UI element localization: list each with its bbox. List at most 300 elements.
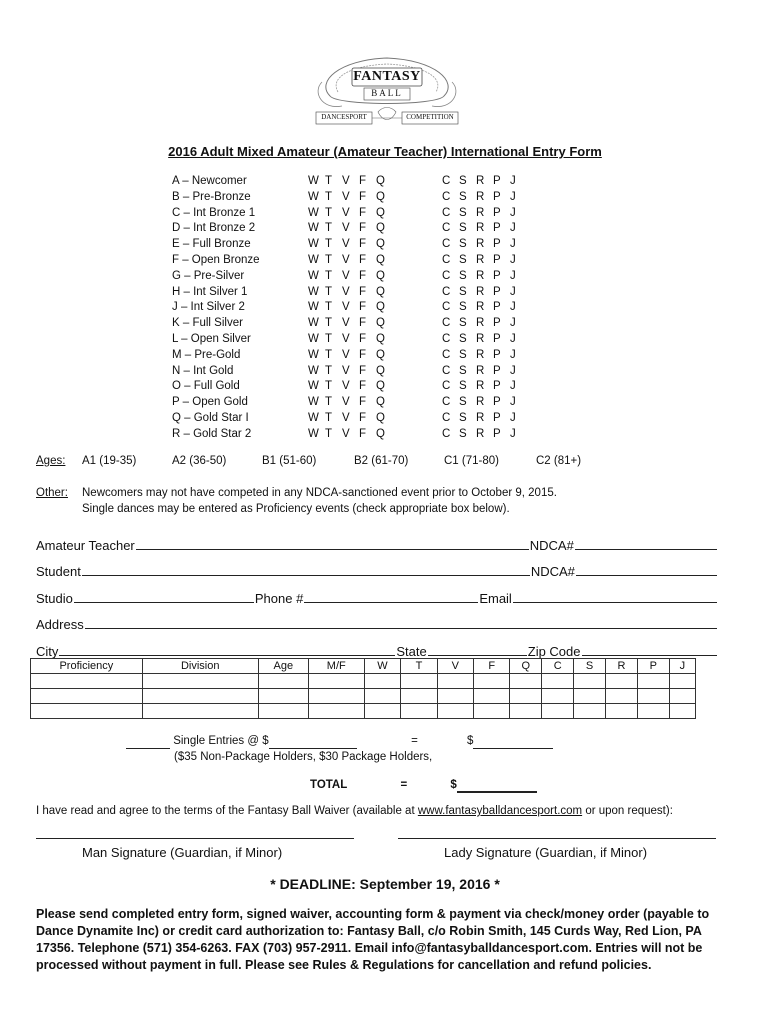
dance-code[interactable]: C	[442, 206, 451, 219]
dance-code[interactable]: S	[459, 285, 467, 298]
dance-code[interactable]: S	[459, 427, 467, 440]
dance-code[interactable]: V	[342, 206, 350, 219]
dance-code[interactable]: F	[359, 206, 367, 219]
age-group: B1 (51-60)	[262, 455, 317, 467]
standard-dances	[308, 190, 394, 206]
table-cell[interactable]	[474, 689, 510, 704]
table-cell[interactable]	[669, 689, 695, 704]
dance-code[interactable]: R	[476, 427, 485, 440]
dance-code[interactable]: Q	[376, 364, 385, 377]
logo-name: FANTASY	[353, 69, 421, 84]
address-field[interactable]	[85, 614, 717, 629]
lady-signature-line[interactable]	[398, 838, 716, 839]
dance-code[interactable]: P	[493, 301, 501, 314]
table-cell[interactable]	[574, 689, 606, 704]
dance-code[interactable]: C	[442, 175, 451, 187]
spacer	[394, 269, 442, 285]
dance-code[interactable]: P	[493, 380, 501, 393]
dance-code[interactable]: R	[476, 238, 485, 251]
dance-code[interactable]: V	[342, 301, 350, 314]
dance-code[interactable]: S	[459, 206, 467, 219]
dance-code[interactable]: P	[493, 253, 501, 266]
dance-code[interactable]: P	[493, 332, 501, 345]
dance-code[interactable]: V	[342, 269, 350, 282]
amateur-teacher-field[interactable]	[136, 535, 529, 550]
dance-code[interactable]: P	[493, 427, 501, 440]
dance-code[interactable]: T	[325, 190, 333, 203]
dance-code[interactable]: S	[459, 348, 467, 361]
level-row	[172, 379, 532, 395]
dance-code[interactable]: F	[359, 190, 367, 203]
dance-code[interactable]: S	[459, 190, 467, 203]
dance-code[interactable]: J	[510, 301, 516, 314]
dance-code[interactable]: R	[476, 411, 485, 424]
level-name: L – Open Silver	[172, 332, 251, 345]
spacer	[394, 316, 442, 332]
dance-code[interactable]: V	[342, 332, 350, 345]
dance-code[interactable]: W	[308, 427, 319, 440]
single-entries-total-field[interactable]	[473, 748, 553, 749]
dance-code[interactable]: R	[476, 348, 485, 361]
table-cell[interactable]	[574, 704, 606, 719]
dance-code[interactable]: S	[459, 222, 467, 235]
dance-code[interactable]: T	[325, 301, 333, 314]
dance-code[interactable]: F	[359, 332, 367, 345]
dance-code[interactable]: S	[459, 253, 467, 266]
table-cell[interactable]	[574, 674, 606, 689]
table-cell[interactable]	[258, 674, 308, 689]
dance-code[interactable]: J	[510, 206, 516, 219]
dance-code[interactable]: T	[325, 317, 333, 330]
city-field[interactable]	[59, 641, 395, 656]
dance-code[interactable]: P	[493, 206, 501, 219]
total-amount-field[interactable]	[457, 791, 537, 793]
dance-code[interactable]: C	[442, 285, 451, 298]
agree-text-end: or upon request):	[582, 805, 673, 817]
dance-code[interactable]: F	[359, 238, 367, 251]
table-cell[interactable]	[364, 689, 401, 704]
table-row	[31, 674, 696, 689]
dance-code[interactable]: R	[476, 253, 485, 266]
age-group: B2 (61-70)	[354, 455, 409, 467]
dance-code[interactable]: V	[342, 317, 350, 330]
spacer	[394, 348, 442, 364]
table-cell[interactable]	[401, 704, 437, 719]
email-field[interactable]	[513, 588, 717, 603]
dance-code[interactable]: F	[359, 285, 367, 298]
table-cell[interactable]	[401, 674, 437, 689]
dance-code[interactable]: R	[476, 206, 485, 219]
dance-code[interactable]: F	[359, 175, 367, 187]
dance-code[interactable]: F	[359, 411, 367, 424]
dance-code[interactable]: J	[510, 317, 516, 330]
table-cell[interactable]	[542, 674, 574, 689]
dance-code[interactable]: W	[308, 332, 319, 345]
dance-code[interactable]: V	[342, 427, 350, 440]
standard-dances	[308, 379, 394, 395]
level-name: O – Full Gold	[172, 380, 240, 393]
dance-code[interactable]: S	[459, 175, 467, 187]
ages-label: Ages:	[36, 455, 66, 467]
dance-code[interactable]: R	[476, 332, 485, 345]
dance-code[interactable]: J	[510, 427, 516, 440]
other-label: Other:	[36, 487, 68, 499]
latin-dances	[442, 332, 527, 348]
dance-code[interactable]: W	[308, 396, 319, 409]
dance-code[interactable]: P	[493, 238, 501, 251]
level-row	[172, 253, 532, 269]
table-cell[interactable]	[637, 674, 669, 689]
dance-code[interactable]: V	[342, 238, 350, 251]
dance-code[interactable]: T	[325, 427, 333, 440]
table-cell[interactable]	[437, 674, 473, 689]
zip-field[interactable]	[582, 641, 718, 656]
dance-code[interactable]: S	[459, 317, 467, 330]
dance-code[interactable]: P	[493, 411, 501, 424]
dance-code[interactable]: Q	[376, 348, 385, 361]
dance-code[interactable]: Q	[376, 238, 385, 251]
dance-code[interactable]: F	[359, 317, 367, 330]
other-notes	[36, 485, 557, 517]
dance-code[interactable]: C	[442, 427, 451, 440]
latin-dances	[442, 285, 527, 301]
table-row	[31, 689, 696, 704]
dance-code[interactable]: W	[308, 238, 319, 251]
dance-code[interactable]: Q	[376, 222, 385, 235]
dance-code[interactable]: V	[342, 411, 350, 424]
table-cell[interactable]	[510, 704, 542, 719]
dance-code[interactable]: P	[493, 348, 501, 361]
dance-code[interactable]: S	[459, 411, 467, 424]
state-field[interactable]	[428, 641, 527, 656]
table-cell[interactable]	[605, 674, 637, 689]
table-cell[interactable]	[542, 704, 574, 719]
dance-code[interactable]: Q	[376, 317, 385, 330]
table-cell[interactable]	[308, 674, 364, 689]
dance-code[interactable]: W	[308, 190, 319, 203]
table-cell[interactable]	[258, 704, 308, 719]
dance-code[interactable]: C	[442, 269, 451, 282]
table-cell[interactable]	[364, 674, 401, 689]
table-cell[interactable]	[510, 674, 542, 689]
dance-code[interactable]: Q	[376, 301, 385, 314]
dance-code[interactable]: Q	[376, 206, 385, 219]
level-name: D – Int Bronze 2	[172, 222, 256, 235]
amateur-teacher-ndca-field[interactable]	[575, 535, 717, 550]
dance-code[interactable]: T	[325, 411, 333, 424]
column-header: F	[474, 659, 510, 674]
dance-code[interactable]: W	[308, 269, 319, 282]
table-cell[interactable]	[605, 689, 637, 704]
standard-dances	[308, 395, 394, 411]
dance-code[interactable]: S	[459, 269, 467, 282]
dance-code[interactable]: T	[325, 364, 333, 377]
dance-code[interactable]: C	[442, 222, 451, 235]
dance-code[interactable]: P	[493, 317, 501, 330]
dance-code[interactable]: W	[308, 411, 319, 424]
spacer	[394, 427, 442, 443]
dance-code[interactable]: C	[442, 380, 451, 393]
dance-code[interactable]: J	[510, 411, 516, 424]
dance-code[interactable]: R	[476, 380, 485, 393]
table-cell[interactable]	[142, 674, 258, 689]
table-cell[interactable]	[31, 704, 143, 719]
dance-code[interactable]: V	[342, 364, 350, 377]
dance-code[interactable]: F	[359, 380, 367, 393]
table-cell[interactable]	[474, 704, 510, 719]
dance-code[interactable]: P	[493, 222, 501, 235]
dance-code[interactable]: T	[325, 222, 333, 235]
table-cell[interactable]	[308, 689, 364, 704]
dance-code[interactable]: R	[476, 175, 485, 187]
standard-dances	[308, 316, 394, 332]
dance-code[interactable]: F	[359, 301, 367, 314]
dance-code[interactable]: V	[342, 348, 350, 361]
studio-field[interactable]	[74, 588, 254, 603]
level-row	[172, 395, 532, 411]
table-cell[interactable]	[637, 689, 669, 704]
standard-dances	[308, 237, 394, 253]
dance-code[interactable]: S	[459, 396, 467, 409]
table-cell[interactable]	[637, 704, 669, 719]
dance-code[interactable]: C	[442, 253, 451, 266]
latin-dances	[442, 253, 527, 269]
dance-code[interactable]: Q	[376, 269, 385, 282]
spacer	[394, 285, 442, 301]
dance-code[interactable]: J	[510, 332, 516, 345]
dance-code[interactable]: P	[493, 396, 501, 409]
dance-code[interactable]: T	[325, 269, 333, 282]
table-cell[interactable]	[542, 689, 574, 704]
column-header: Q	[510, 659, 542, 674]
dance-code[interactable]: V	[342, 253, 350, 266]
dance-code[interactable]: P	[493, 190, 501, 203]
dance-code[interactable]: F	[359, 427, 367, 440]
level-name: P – Open Gold	[172, 396, 248, 409]
email-link[interactable]: info@fantasyballdancesport.com	[391, 941, 589, 955]
level-name: K – Full Silver	[172, 317, 243, 330]
dance-code[interactable]: T	[325, 332, 333, 345]
dance-code[interactable]: F	[359, 396, 367, 409]
dance-code[interactable]: T	[325, 175, 333, 187]
dance-code[interactable]: V	[342, 222, 350, 235]
dance-code[interactable]: V	[342, 380, 350, 393]
dance-code[interactable]: P	[493, 364, 501, 377]
dance-code[interactable]: C	[442, 190, 451, 203]
dance-code[interactable]: R	[476, 190, 485, 203]
table-cell[interactable]	[364, 704, 401, 719]
dance-code[interactable]: Q	[376, 380, 385, 393]
spacer	[394, 206, 442, 222]
dance-code[interactable]: C	[442, 301, 451, 314]
column-header: J	[669, 659, 695, 674]
levels-list	[172, 174, 532, 443]
dance-code[interactable]: C	[442, 348, 451, 361]
dance-code[interactable]: J	[510, 190, 516, 203]
latin-dances	[442, 379, 527, 395]
dance-code[interactable]: W	[308, 175, 319, 187]
dollar-sign: $	[450, 779, 457, 791]
dance-code[interactable]: V	[342, 396, 350, 409]
spacer	[394, 300, 442, 316]
dance-code[interactable]: Q	[376, 253, 385, 266]
dance-code[interactable]: Q	[376, 285, 385, 298]
table-cell[interactable]	[437, 689, 473, 704]
dance-code[interactable]: R	[476, 364, 485, 377]
dance-code[interactable]: T	[325, 396, 333, 409]
dance-code[interactable]: W	[308, 317, 319, 330]
latin-dances	[442, 269, 527, 285]
dance-code[interactable]: R	[476, 222, 485, 235]
dance-code[interactable]: J	[510, 396, 516, 409]
standard-dances	[308, 285, 394, 301]
equals-sign: =	[400, 779, 408, 791]
dance-code[interactable]: V	[342, 175, 350, 187]
dance-code[interactable]: S	[459, 332, 467, 345]
dance-code[interactable]: Q	[376, 411, 385, 424]
dance-code[interactable]: T	[325, 380, 333, 393]
level-name: J – Int Silver 2	[172, 301, 245, 314]
dance-code[interactable]: W	[308, 222, 319, 235]
dance-code[interactable]: T	[325, 253, 333, 266]
spacer	[394, 395, 442, 411]
dance-code[interactable]: Q	[376, 427, 385, 440]
table-cell[interactable]	[669, 704, 695, 719]
column-header: P	[637, 659, 669, 674]
table-cell[interactable]	[31, 674, 143, 689]
registration-fields	[36, 526, 718, 659]
dance-code[interactable]: V	[342, 285, 350, 298]
level-name: G – Pre-Silver	[172, 269, 245, 282]
dance-code[interactable]: R	[476, 396, 485, 409]
single-entries-label: Single Entries @ $	[173, 735, 269, 747]
dance-code[interactable]: Q	[376, 190, 385, 203]
dance-code[interactable]: Q	[376, 396, 385, 409]
dance-code[interactable]: J	[510, 238, 516, 251]
dance-code[interactable]: J	[510, 348, 516, 361]
table-cell[interactable]	[401, 689, 437, 704]
man-signature-line[interactable]	[36, 838, 354, 839]
age-group: A2 (36-50)	[172, 455, 227, 467]
zip-label: Zip Code	[527, 643, 581, 659]
amateur-teacher-label: Amateur Teacher	[36, 537, 135, 553]
dance-code[interactable]: J	[510, 253, 516, 266]
dance-code[interactable]: F	[359, 364, 367, 377]
dance-code[interactable]: J	[510, 175, 516, 187]
dance-code[interactable]: W	[308, 301, 319, 314]
table-cell[interactable]	[142, 704, 258, 719]
dance-code[interactable]: R	[476, 301, 485, 314]
dance-code[interactable]: P	[493, 175, 501, 187]
instructions-part-2: . Entries will not be processed without payment in full. Please see Rules & Regulations for cancellation and refund policies.	[36, 941, 703, 972]
dance-code[interactable]: C	[442, 364, 451, 377]
table-cell[interactable]	[308, 704, 364, 719]
latin-dances	[442, 300, 527, 316]
dance-code[interactable]: F	[359, 222, 367, 235]
dance-code[interactable]: P	[493, 269, 501, 282]
dance-code[interactable]: C	[442, 411, 451, 424]
dance-code[interactable]: R	[476, 269, 485, 282]
dance-code[interactable]: S	[459, 364, 467, 377]
dance-code[interactable]: S	[459, 301, 467, 314]
table-cell[interactable]	[142, 689, 258, 704]
dance-code[interactable]: J	[510, 269, 516, 282]
dance-code[interactable]: F	[359, 253, 367, 266]
dance-code[interactable]: C	[442, 317, 451, 330]
dance-code[interactable]: F	[359, 269, 367, 282]
dance-code[interactable]: R	[476, 317, 485, 330]
standard-dances	[308, 364, 394, 380]
latin-dances	[442, 190, 527, 206]
dance-code[interactable]: S	[459, 380, 467, 393]
dance-code[interactable]: T	[325, 348, 333, 361]
column-header: W	[364, 659, 401, 674]
dance-code[interactable]: C	[442, 332, 451, 345]
dance-code[interactable]: S	[459, 238, 467, 251]
level-row	[172, 348, 532, 364]
dance-code[interactable]: W	[308, 364, 319, 377]
student-ndca-field[interactable]	[576, 561, 717, 576]
age-group: C2 (81+)	[536, 455, 582, 467]
dance-code[interactable]: J	[510, 380, 516, 393]
standard-dances	[308, 269, 394, 285]
entry-table-header	[31, 659, 696, 674]
student-field[interactable]	[82, 561, 530, 576]
dance-code[interactable]: W	[308, 380, 319, 393]
table-cell[interactable]	[510, 689, 542, 704]
single-entries-count-field[interactable]	[126, 748, 170, 749]
standard-dances	[308, 221, 394, 237]
dance-code[interactable]: V	[342, 190, 350, 203]
table-cell[interactable]	[258, 689, 308, 704]
dance-code[interactable]: J	[510, 364, 516, 377]
level-name: Q – Gold Star I	[172, 411, 249, 424]
table-cell[interactable]	[31, 689, 143, 704]
dance-code[interactable]: W	[308, 206, 319, 219]
latin-dances	[442, 221, 527, 237]
table-cell[interactable]	[669, 674, 695, 689]
logo-right-word: COMPETITION	[406, 113, 454, 121]
table-cell[interactable]	[605, 704, 637, 719]
latin-dances	[442, 395, 527, 411]
level-name: F – Open Bronze	[172, 253, 260, 266]
dance-code[interactable]: J	[510, 222, 516, 235]
dance-code[interactable]: W	[308, 348, 319, 361]
dance-code[interactable]: F	[359, 348, 367, 361]
table-cell[interactable]	[474, 674, 510, 689]
ndca-label: NDCA#	[530, 564, 575, 579]
phone-field[interactable]	[304, 588, 478, 603]
dance-code[interactable]: C	[442, 238, 451, 251]
dance-code[interactable]: J	[510, 285, 516, 298]
dance-code[interactable]: P	[493, 285, 501, 298]
waiver-link[interactable]: www.fantasyballdancesport.com	[417, 805, 583, 817]
address-label: Address	[36, 617, 84, 632]
column-header: M/F	[308, 659, 364, 674]
table-cell[interactable]	[437, 704, 473, 719]
dance-code[interactable]: T	[325, 238, 333, 251]
dance-code[interactable]: T	[325, 285, 333, 298]
deadline: * DEADLINE: September 19, 2016 *	[270, 876, 500, 892]
dance-code[interactable]: Q	[376, 332, 385, 345]
man-signature-label: Man Signature (Guardian, if Minor)	[82, 845, 283, 860]
dance-code[interactable]: C	[442, 396, 451, 409]
dance-code[interactable]: W	[308, 285, 319, 298]
dance-code[interactable]: W	[308, 253, 319, 266]
dance-code[interactable]: Q	[376, 175, 385, 187]
dance-code[interactable]: T	[325, 206, 333, 219]
dance-code[interactable]: R	[476, 285, 485, 298]
